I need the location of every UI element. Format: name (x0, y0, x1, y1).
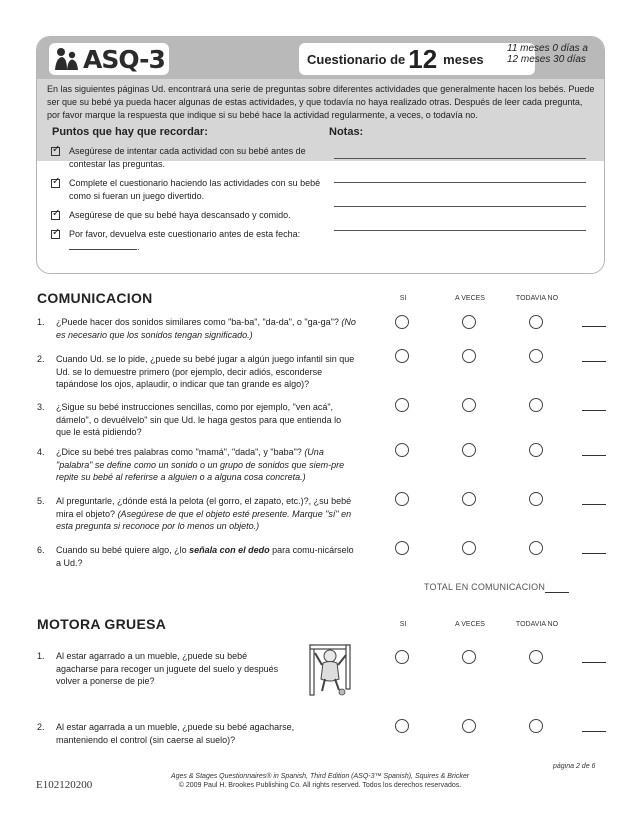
score-field[interactable] (582, 410, 606, 411)
answer-yes-radio[interactable] (395, 541, 409, 555)
notes-line (334, 206, 586, 207)
answer-sometimes-radio[interactable] (462, 349, 476, 363)
score-field[interactable] (582, 662, 606, 663)
section-title-motora-gruesa: MOTORA GRUESA (37, 616, 167, 632)
answer-yes-radio[interactable] (395, 398, 409, 412)
answer-not-yet-radio[interactable] (529, 719, 543, 733)
return-date-field[interactable] (69, 241, 137, 250)
title-age-number: 12 (408, 44, 438, 74)
checklist-item (51, 145, 321, 171)
answer-not-yet-radio[interactable] (529, 398, 543, 412)
intro-text: En las siguientes páginas Ud. encontrará una serie de preguntas sobre diferentes actividades que generalmente hacen los bebés. Puede ser que su bebé ya pueda hacer algunas de estas actividades, y que todavía no haya realizado otras. Después de leer cada pregunta, por favor marque la respuesta que indique si su bebé hace la actividad regularmente, a veces, o todavía no. (47, 84, 595, 120)
notes-line (334, 182, 586, 183)
questionnaire-title (299, 43, 535, 75)
answer-not-yet-radio[interactable] (529, 349, 543, 363)
question-number: 1. (37, 317, 45, 327)
question-text (37, 446, 357, 484)
question-number: 5. (37, 496, 45, 506)
checklist-item (51, 177, 321, 203)
question-body: Cuando Ud. se lo pide, ¿puede su bebé jugar a algún juego infantil sin que Ud. se lo demuestre primero (por ejemplo, decir adiós, esconderse tapándose los ojos, aplaudir, o indicar que tan grande es algo)? (56, 354, 355, 390)
checklist-item (51, 228, 321, 254)
checkmark-icon (51, 179, 60, 188)
answer-yes-radio[interactable] (395, 492, 409, 506)
question-text (37, 650, 287, 688)
question-emphasis: señala con el dedo (189, 545, 270, 555)
checklist-item (51, 209, 321, 222)
answer-not-yet-radio[interactable] (529, 650, 543, 664)
question-body: ¿Sigue su bebé instrucciones sencillas, como por ejemplo, "ven acá", dámelo", o devuélvelo" sin que Ud. le haga gestos para que entienda lo que le está pidiendo? (56, 402, 342, 438)
column-header-sometimes: A VECES (455, 621, 485, 628)
question-body: ¿Dice su bebé tres palabras como "mamá", "dada", y "baba"? (56, 447, 302, 457)
answer-sometimes-radio[interactable] (462, 650, 476, 664)
question-body-end: para comu-nicárselo a Ud.? (56, 545, 354, 568)
question-number: 2. (37, 722, 45, 732)
notes-line (334, 230, 586, 231)
question-note: (No es necesario que los sonidos tengan significado.) (56, 317, 356, 340)
answer-yes-radio[interactable] (395, 719, 409, 733)
question-body: Al estar agarrada a un mueble, ¿puede su bebé agacharse, manteniendo el control (sin caerse al suelo)? (56, 722, 295, 745)
remember-title: Puntos que hay que recordar: (52, 126, 208, 138)
checklist-item-text: Asegúrese de que su bebé haya descansado y comido. (69, 210, 291, 220)
answer-sometimes-radio[interactable] (462, 443, 476, 457)
checklist-item-text-wrap (69, 228, 300, 254)
answer-sometimes-radio[interactable] (462, 398, 476, 412)
family-figures-icon (53, 46, 81, 72)
date-period: . (137, 242, 140, 252)
column-header-yes: SI (399, 621, 407, 628)
title-prefix: Cuestionario de (307, 51, 406, 67)
column-header-not-yet: TODAVIA NO (515, 295, 559, 302)
question-text (37, 353, 357, 391)
answer-sometimes-radio[interactable] (462, 719, 476, 733)
answer-sometimes-radio[interactable] (462, 492, 476, 506)
question-note: (Una "palabra" se define como un sonido o un grupo de sonidos que siem-pre repite su bebé al referirse a alguien o a alguna cosa concreta.) (56, 447, 345, 483)
answer-not-yet-radio[interactable] (529, 541, 543, 555)
citation-title: Ages & Stages Questionnaires® in Spanish, Third Edition (ASQ-3™ Spanish), Squires & Bricker (170, 773, 470, 780)
answer-not-yet-radio[interactable] (529, 315, 543, 329)
question-note: (Asegúrese de que el objeto esté presente. Marque "sí" en esta pregunta si reconoce por lo menos un objeto.) (56, 508, 352, 532)
score-field[interactable] (582, 326, 606, 327)
age-range-from: 11 meses 0 días a (507, 43, 588, 54)
age-range-to: 12 meses 30 días (507, 54, 586, 65)
remember-checklist (51, 145, 321, 260)
score-field[interactable] (582, 504, 606, 505)
answer-yes-radio[interactable] (395, 349, 409, 363)
question-body: Cuando su bebé quiere algo, ¿lo (56, 545, 187, 555)
checklist-item-text: Por favor, devuelva este cuestionario antes de esta fecha: (69, 229, 301, 239)
baby-holding-furniture-illustration (308, 643, 354, 697)
question-text (37, 544, 357, 569)
answer-not-yet-radio[interactable] (529, 443, 543, 457)
title-suffix: meses (443, 51, 484, 67)
question-body: ¿Puede hacer dos sonidos similares como "ba-ba", "da-da", o "ga-ga"? (56, 317, 339, 327)
answer-yes-radio[interactable] (395, 650, 409, 664)
total-comunicacion-field[interactable] (545, 592, 569, 593)
page-number: página 2 de 6 (553, 763, 596, 770)
answer-yes-radio[interactable] (395, 315, 409, 329)
checklist-item-text: Complete el cuestionario haciendo las actividades con su bebé como si fueran un juego divertido. (69, 178, 321, 201)
question-number: 3. (37, 402, 45, 412)
checkmark-icon (51, 230, 60, 239)
answer-not-yet-radio[interactable] (529, 492, 543, 506)
section-title-comunicacion: COMUNICACION (37, 290, 153, 306)
citation-copyright: © 2009 Paul H. Brookes Publishing Co. All rights reserved. Todos los derechos reservados. (178, 782, 462, 789)
question-text (37, 316, 357, 341)
question-number: 4. (37, 447, 45, 457)
notes-area[interactable] (334, 158, 586, 254)
column-header-yes: SI (399, 295, 407, 302)
question-text (37, 495, 357, 533)
question-number: 2. (37, 354, 45, 364)
score-field[interactable] (582, 455, 606, 456)
checkmark-icon (51, 211, 60, 220)
question-text (37, 721, 337, 746)
copyright-citation (150, 772, 490, 790)
score-field[interactable] (582, 553, 606, 554)
asq-logo (49, 43, 169, 75)
answer-sometimes-radio[interactable] (462, 541, 476, 555)
question-body: Al estar agarrado a un mueble, ¿puede su bebé agacharse para recoger un juguete del suelo y después volver a ponerse de pie? (56, 651, 279, 687)
notes-title: Notas: (329, 126, 364, 138)
notes-line (334, 158, 586, 159)
question-body: Al preguntarle, ¿dónde está la pelota (el gorro, el zapato, etc.)?, ¿su bebé mira el objeto? (56, 496, 352, 519)
question-number: 6. (37, 545, 45, 555)
question-text (37, 401, 357, 439)
column-header-not-yet: TODAVIA NO (515, 621, 559, 628)
logo-text: ASQ-3 (83, 44, 165, 74)
age-range (507, 43, 588, 65)
score-field[interactable] (582, 731, 606, 732)
checklist-item-text: Asegúrese de intentar cada actividad con su bebé antes de contestar las preguntas. (69, 146, 306, 169)
checkmark-icon (51, 147, 60, 156)
answer-yes-radio[interactable] (395, 443, 409, 457)
form-code: E102120200 (36, 779, 93, 791)
answer-sometimes-radio[interactable] (462, 315, 476, 329)
total-comunicacion-label: TOTAL EN COMUNICACION (424, 582, 546, 592)
question-number: 1. (37, 651, 45, 661)
column-header-sometimes: A VECES (455, 295, 485, 302)
score-field[interactable] (582, 361, 606, 362)
